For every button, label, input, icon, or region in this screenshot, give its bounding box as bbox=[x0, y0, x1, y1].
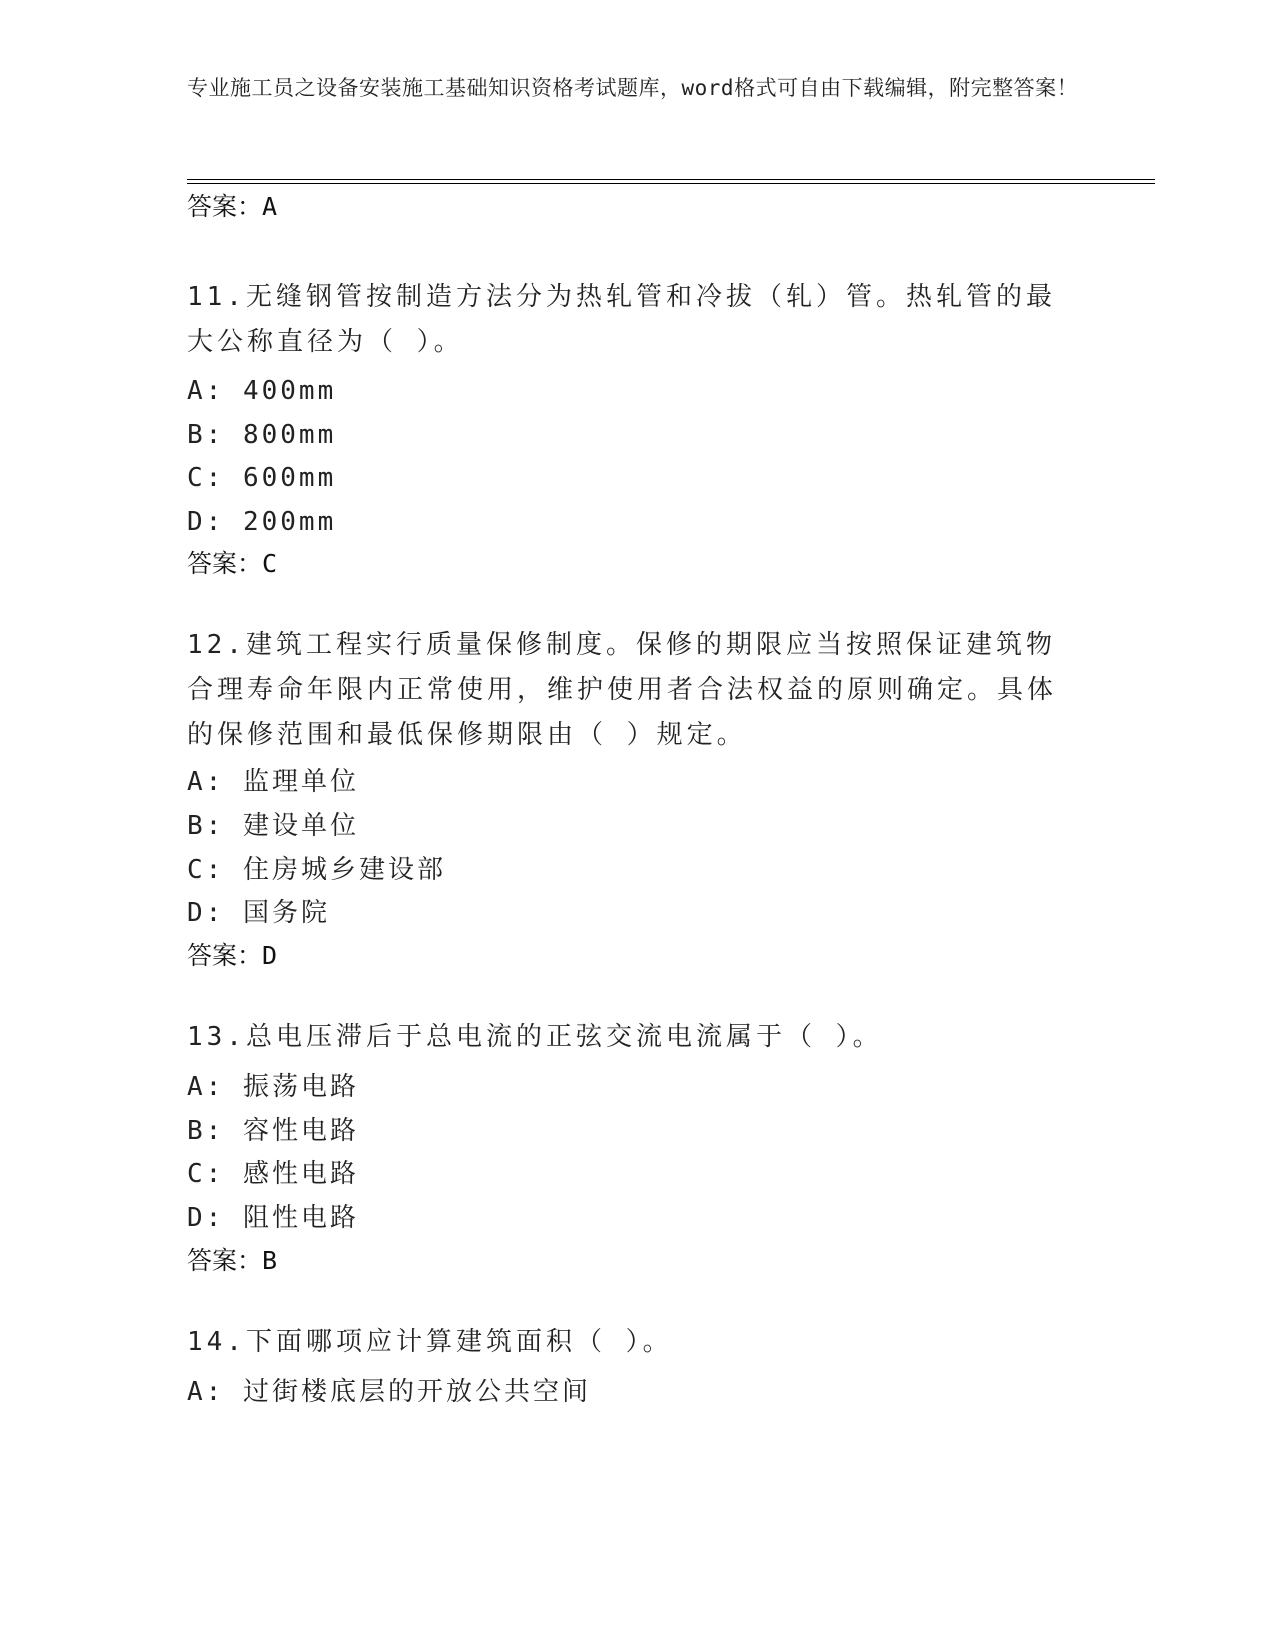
option-d: D: 阻性电路 bbox=[187, 1203, 359, 1233]
option-a: A: 振荡电路 bbox=[187, 1072, 359, 1102]
question-text: 12.建筑工程实行质量保修制度。保修的期限应当按照保证建筑物合理寿命年限内正常使用，维护使用者合法权益的原则确定。具体的保修范围和最低保修期限由（ ）规定。 bbox=[187, 630, 1058, 750]
question-text: 11.无缝钢管按制造方法分为热轧管和冷拔（轧）管。热轧管的最大公称直径为（ ）。 bbox=[187, 282, 1056, 357]
option-a: A: 400mm bbox=[187, 376, 337, 406]
header-rule-bottom bbox=[187, 183, 1155, 184]
header-rule-top bbox=[187, 179, 1155, 180]
answer-label: 答案：D bbox=[187, 941, 278, 970]
option-d: D: 国务院 bbox=[187, 898, 330, 928]
answer-label: 答案：A bbox=[187, 192, 278, 221]
answer-label: 答案：C bbox=[187, 549, 278, 578]
option-d: D: 200mm bbox=[187, 507, 337, 537]
question-text: 14.下面哪项应计算建筑面积（ ）。 bbox=[187, 1327, 673, 1357]
option-c: C: 600mm bbox=[187, 463, 337, 493]
option-a: A: 监理单位 bbox=[187, 767, 359, 797]
question-text: 13.总电压滞后于总电流的正弦交流电流属于（ ）。 bbox=[187, 1022, 883, 1052]
option-b: B: 容性电路 bbox=[187, 1116, 359, 1146]
option-c: C: 住房城乡建设部 bbox=[187, 855, 446, 885]
option-c: C: 感性电路 bbox=[187, 1159, 359, 1189]
option-b: B: 建设单位 bbox=[187, 811, 359, 841]
document-header: 专业施工员之设备安装施工基础知识资格考试题库，word格式可自由下载编辑，附完整答案！ bbox=[187, 76, 1079, 100]
option-b: B: 800mm bbox=[187, 420, 337, 450]
option-a: A: 过街楼底层的开放公共空间 bbox=[187, 1377, 591, 1407]
answer-label: 答案：B bbox=[187, 1246, 278, 1275]
